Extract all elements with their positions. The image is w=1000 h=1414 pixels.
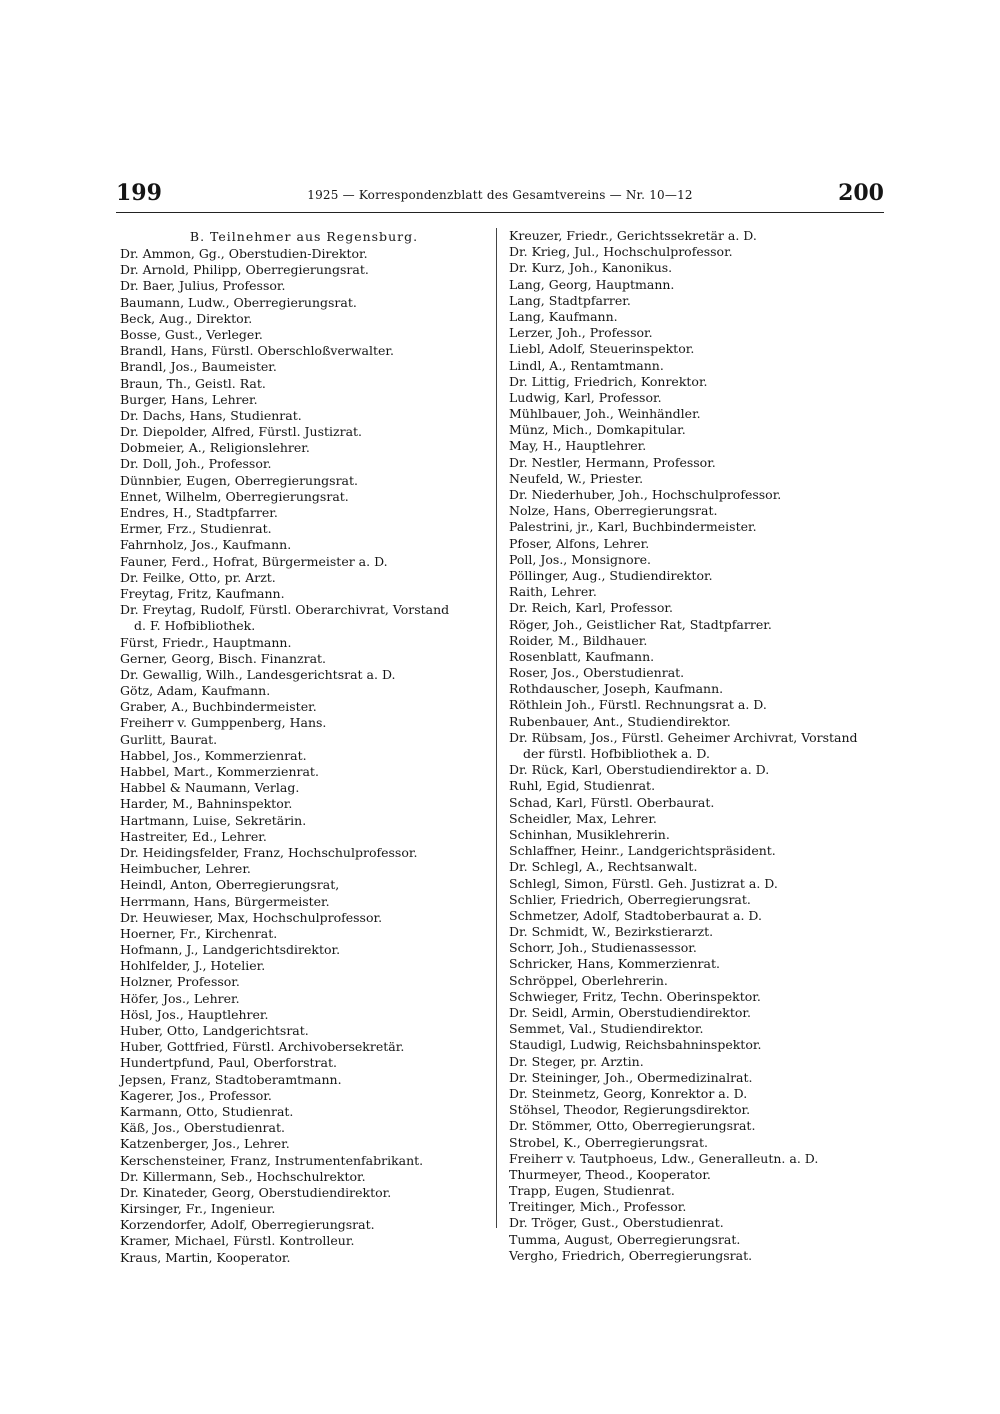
list-item: Pöllinger, Aug., Studiendirektor. bbox=[509, 567, 713, 583]
list-item: Lindl, A., Rentamtmann. bbox=[509, 357, 664, 373]
list-item: Huber, Gottfried, Fürstl. Archivobersekretär. bbox=[120, 1039, 405, 1055]
list-item: Dr. Schlegl, A., Rechtsanwalt. bbox=[509, 859, 698, 875]
list-item: Käß, Jos., Oberstudienrat. bbox=[120, 1120, 285, 1136]
list-item: Heimbucher, Lehrer. bbox=[120, 861, 251, 877]
list-item: Habbel & Naumann, Verlag. bbox=[120, 780, 300, 796]
list-item: Pfoser, Alfons, Lehrer. bbox=[509, 535, 650, 551]
list-item: Karmann, Otto, Studienrat. bbox=[120, 1103, 294, 1119]
list-item: Heindl, Anton, Oberregierungsrat, bbox=[120, 877, 340, 893]
list-item: Beck, Aug., Direktor. bbox=[120, 310, 253, 326]
list-item: Harder, M., Bahninspektor. bbox=[120, 796, 293, 812]
page-number-left: 199 bbox=[116, 180, 162, 206]
section-heading: B. Teilnehmer aus Regensburg. bbox=[189, 229, 419, 244]
list-item: Liebl, Adolf, Steuerinspektor. bbox=[509, 341, 695, 357]
running-header bbox=[116, 180, 884, 214]
list-item: Dünnbier, Eugen, Oberregierungsrat. bbox=[120, 472, 359, 488]
list-item: Herrmann, Hans, Bürgermeister. bbox=[120, 893, 330, 909]
header-rule bbox=[116, 212, 884, 213]
list-item: Schricker, Hans, Kommerzienrat. bbox=[509, 956, 720, 972]
list-item: Endres, H., Stadtpfarrer. bbox=[120, 505, 278, 520]
list-item: Kreuzer, Friedr., Gerichtssekretär a. D. bbox=[509, 228, 757, 243]
list-item: Stöhsel, Theodor, Regierungsdirektor. bbox=[509, 1102, 751, 1118]
list-item: Fürst, Friedr., Hauptmann. bbox=[120, 634, 292, 650]
list-item: Dr. Rübsam, Jos., Fürstl. Geheimer Archivrat, Vorstand bbox=[509, 729, 858, 745]
list-item: Dr. Niederhuber, Joh., Hochschulprofessor. bbox=[509, 487, 782, 502]
list-item: Kraus, Martin, Kooperator. bbox=[120, 1249, 291, 1265]
list-item: Raith, Lehrer. bbox=[509, 584, 597, 600]
list-item: Brandl, Jos., Baumeister. bbox=[120, 359, 277, 375]
list-item: Dr. Arnold, Philipp, Oberregierungsrat. bbox=[120, 262, 369, 278]
list-item: Dr. Baer, Julius, Professor. bbox=[120, 278, 286, 294]
list-item: Hartmann, Luise, Sekretärin. bbox=[120, 812, 307, 828]
list-item: Lang, Georg, Hauptmann. bbox=[509, 276, 675, 292]
list-item: Dr. Heuwieser, Max, Hochschulprofessor. bbox=[120, 909, 383, 925]
list-item: Hohlfelder, J., Hotelier. bbox=[120, 958, 266, 974]
list-item: der fürstl. Hofbibliothek a. D. bbox=[523, 746, 710, 761]
list-item: Trapp, Eugen, Studienrat. bbox=[509, 1183, 675, 1199]
list-item: Dr. Seidl, Armin, Oberstudiendirektor. bbox=[509, 1005, 751, 1020]
list-item: Schad, Karl, Fürstl. Oberbaurat. bbox=[509, 794, 715, 810]
list-item: Dr. Steger, pr. Arztin. bbox=[509, 1053, 644, 1069]
list-item: Dr. Krieg, Jul., Hochschulprofessor. bbox=[509, 244, 733, 260]
list-item: Kramer, Michael, Fürstl. Kontrolleur. bbox=[120, 1233, 355, 1249]
list-item: Dr. Steinmetz, Georg, Konrektor a. D. bbox=[509, 1085, 748, 1101]
list-item: Lang, Kaufmann. bbox=[509, 308, 618, 324]
list-item: Baumann, Ludw., Oberregierungsrat. bbox=[120, 294, 357, 310]
list-item: Lerzer, Joh., Professor. bbox=[509, 325, 653, 341]
list-item: Dr. Doll, Joh., Professor. bbox=[120, 456, 272, 472]
list-item: Dr. Freytag, Rudolf, Fürstl. Oberarchivrat, Vorstand bbox=[120, 602, 450, 618]
list-item: Staudigl, Ludwig, Reichsbahninspektor. bbox=[509, 1037, 762, 1053]
list-item: Schwieger, Fritz, Techn. Oberinspektor. bbox=[509, 988, 761, 1004]
list-item: Tumma, August, Oberregierungsrat. bbox=[509, 1231, 741, 1247]
list-item: Bosse, Gust., Verleger. bbox=[120, 326, 263, 342]
list-item: Burger, Hans, Lehrer. bbox=[120, 391, 258, 407]
list-item: Dr. Dachs, Hans, Studienrat. bbox=[120, 407, 302, 423]
list-item: Dobmeier, A., Religionslehrer. bbox=[120, 440, 310, 456]
list-item: Nolze, Hans, Oberregierungsrat. bbox=[509, 503, 718, 519]
list-item: Dr. Diepolder, Alfred, Fürstl. Justizrat. bbox=[120, 424, 363, 440]
list-item: Habbel, Mart., Kommerzienrat. bbox=[120, 764, 319, 779]
list-item: Schinhan, Musiklehrerin. bbox=[509, 826, 670, 842]
list-item: Schlegl, Simon, Fürstl. Geh. Justizrat a. D. bbox=[509, 875, 778, 891]
list-item: Scheidler, Max, Lehrer. bbox=[509, 810, 657, 826]
list-item: Dr. Steininger, Joh., Obermedizinalrat. bbox=[509, 1069, 753, 1085]
list-item: Braun, Th., Geistl. Rat. bbox=[120, 375, 266, 391]
list-item: Dr. Littig, Friedrich, Konrektor. bbox=[509, 373, 708, 389]
list-item: Huber, Otto, Landgerichtsrat. bbox=[120, 1023, 309, 1038]
list-item: Kirsinger, Fr., Ingenieur. bbox=[120, 1201, 276, 1217]
list-item: Dr. Nestler, Hermann, Professor. bbox=[509, 454, 716, 470]
list-item: Ennet, Wilhelm, Oberregierungsrat. bbox=[120, 488, 349, 504]
list-item: Gerner, Georg, Bisch. Finanzrat. bbox=[120, 650, 327, 666]
list-item: Mühlbauer, Joh., Weinhändler. bbox=[509, 406, 701, 422]
right-column bbox=[509, 228, 885, 1264]
list-item: Ruhl, Egid, Studienrat. bbox=[509, 778, 656, 794]
list-item: Ermer, Frz., Studienrat. bbox=[120, 521, 272, 537]
list-item: Schorr, Joh., Studienassessor. bbox=[509, 940, 697, 956]
list-item: Kerschensteiner, Franz, Instrumentenfabrikant. bbox=[120, 1152, 424, 1168]
list-item: Habbel, Jos., Kommerzienrat. bbox=[120, 747, 307, 763]
list-item: Schröppel, Oberlehrerin. bbox=[509, 972, 668, 988]
list-item: Röger, Joh., Geistlicher Rat, Stadtpfarrer. bbox=[509, 616, 772, 632]
list-item: Dr. Rück, Karl, Oberstudiendirektor a. D. bbox=[509, 762, 770, 778]
list-item: Dr. Ammon, Gg., Oberstudien-Direktor. bbox=[120, 246, 368, 261]
list-item: Röthlein Joh., Fürstl. Rechnungsrat a. D. bbox=[509, 697, 767, 713]
list-item: Dr. Killermann, Seb., Hochschulrektor. bbox=[120, 1168, 366, 1184]
list-item: Vergho, Friedrich, Oberregierungsrat. bbox=[509, 1247, 753, 1263]
list-item: Höfer, Jos., Lehrer. bbox=[120, 990, 240, 1006]
list-item: Freiherr v. Tautphoeus, Ldw., Generalleutn. a. D. bbox=[509, 1150, 819, 1166]
list-item: Neufeld, W., Priester. bbox=[509, 470, 644, 486]
running-title: 1925 — Korrespondenzblatt des Gesamtvereins — Nr. 10—12 bbox=[307, 188, 693, 202]
list-item: Schlaffner, Heinr., Landgerichtspräsident. bbox=[509, 843, 776, 859]
list-item: Gurlitt, Baurat. bbox=[120, 731, 218, 747]
left-column bbox=[120, 228, 488, 1266]
list-item: Schlier, Friedrich, Oberregierungsrat. bbox=[509, 891, 751, 907]
list-item: Rosenblatt, Kaufmann. bbox=[509, 648, 655, 664]
list-item: Holzner, Professor. bbox=[120, 974, 240, 990]
list-item: Fauner, Ferd., Hofrat, Bürgermeister a. D. bbox=[120, 553, 388, 569]
list-item: Dr. Tröger, Gust., Oberstudienrat. bbox=[509, 1215, 724, 1231]
list-item: Dr. Feilke, Otto, pr. Arzt. bbox=[120, 569, 276, 585]
list-item: Thurmeyer, Theod., Kooperator. bbox=[509, 1166, 711, 1182]
list-item: May, H., Hauptlehrer. bbox=[509, 438, 647, 454]
list-item: Ludwig, Karl, Professor. bbox=[509, 389, 662, 405]
list-item: Korzendorfer, Adolf, Oberregierungsrat. bbox=[120, 1217, 375, 1233]
list-item: Dr. Schmidt, W., Bezirkstierarzt. bbox=[509, 924, 714, 940]
list-item: Dr. Heidingsfelder, Franz, Hochschulprofessor. bbox=[120, 844, 418, 860]
list-item: Dr. Kinateder, Georg, Oberstudiendirektor. bbox=[120, 1184, 392, 1200]
list-item: Hundertpfund, Paul, Oberforstrat. bbox=[120, 1055, 337, 1071]
list-item: Brandl, Hans, Fürstl. Oberschloßverwalter. bbox=[120, 343, 394, 359]
list-item: Dr. Gewallig, Wilh., Landesgerichtsrat a. D. bbox=[120, 666, 396, 682]
list-item: Treitinger, Mich., Professor. bbox=[509, 1199, 687, 1215]
list-item: Roser, Jos., Oberstudienrat. bbox=[509, 665, 685, 681]
list-item: Rubenbauer, Ant., Studiendirektor. bbox=[509, 713, 731, 729]
list-item: Semmet, Val., Studiendirektor. bbox=[509, 1021, 704, 1037]
list-item: Jepsen, Franz, Stadtoberamtmann. bbox=[120, 1071, 342, 1087]
list-item: Dr. Reich, Karl, Professor. bbox=[509, 600, 673, 616]
list-item: Götz, Adam, Kaufmann. bbox=[120, 683, 271, 699]
list-item: Münz, Mich., Domkapitular. bbox=[509, 422, 686, 438]
list-item: Hofmann, J., Landgerichtsdirektor. bbox=[120, 942, 341, 958]
list-item: Katzenberger, Jos., Lehrer. bbox=[120, 1136, 290, 1152]
list-item: Fahrnholz, Jos., Kaufmann. bbox=[120, 537, 292, 553]
list-item: Dr. Stömmer, Otto, Oberregierungsrat. bbox=[509, 1118, 756, 1134]
list-item: Dr. Kurz, Joh., Kanonikus. bbox=[509, 260, 673, 276]
list-item: Freiherr v. Gumppenberg, Hans. bbox=[120, 715, 327, 731]
list-item: Roider, M., Bildhauer. bbox=[509, 632, 648, 648]
list-item: Hastreiter, Ed., Lehrer. bbox=[120, 828, 267, 844]
list-item: Graber, A., Buchbindermeister. bbox=[120, 699, 317, 715]
list-item: Palestrini, jr., Karl, Buchbindermeister. bbox=[509, 519, 757, 535]
list-item: Poll, Jos., Monsignore. bbox=[509, 551, 651, 567]
list-item: Kagerer, Jos., Professor. bbox=[120, 1087, 272, 1103]
page-number-right: 200 bbox=[838, 180, 884, 206]
list-item: Hoerner, Fr., Kirchenrat. bbox=[120, 925, 278, 941]
list-item: Schmetzer, Adolf, Stadtoberbaurat a. D. bbox=[509, 907, 762, 923]
list-item: Hösl, Jos., Hauptlehrer. bbox=[120, 1006, 269, 1022]
list-item: Strobel, K., Oberregierungsrat. bbox=[509, 1134, 708, 1150]
column-divider bbox=[496, 228, 497, 1228]
list-item: Lang, Stadtpfarrer. bbox=[509, 292, 631, 308]
list-item: Rothdauscher, Joseph, Kaufmann. bbox=[509, 681, 724, 697]
list-item: d. F. Hofbibliothek. bbox=[134, 618, 256, 634]
list-item: Freytag, Fritz, Kaufmann. bbox=[120, 585, 285, 601]
